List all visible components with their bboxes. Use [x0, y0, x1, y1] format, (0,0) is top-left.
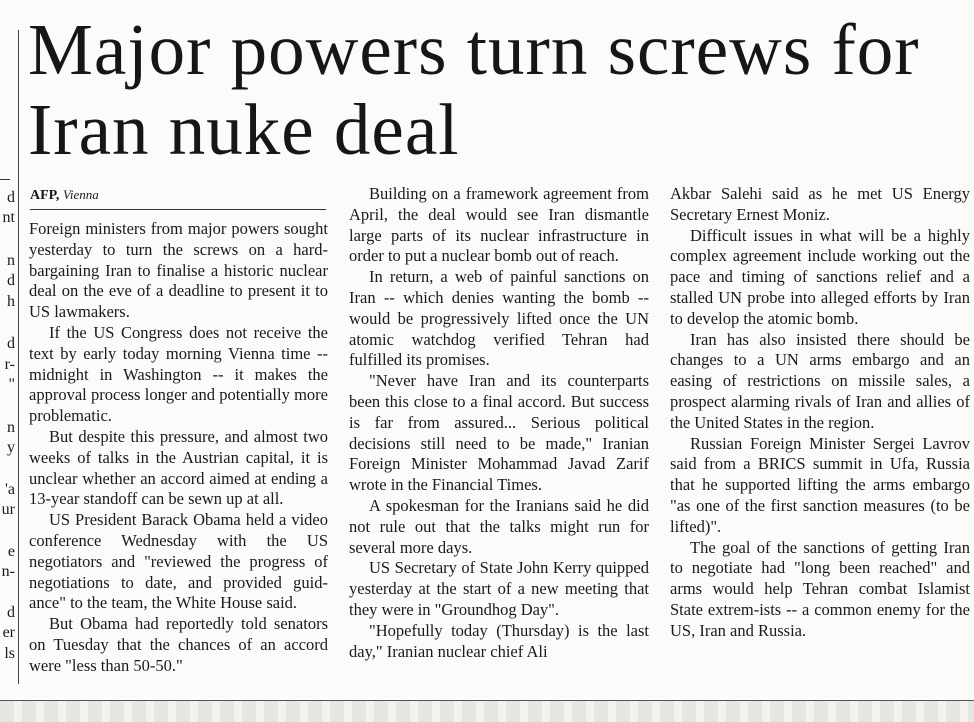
text-fragment: n	[7, 419, 15, 436]
headline: Major powers turn screws for Iran nuke deal	[28, 9, 920, 170]
article-column-3	[670, 184, 970, 642]
paragraph: Difficult issues in what will be a highly complex agreement include working out the pace and timing of sanctions relief and a stalled UN probe into alleged efforts by Iran to develop the atomic bomb.	[670, 225, 970, 328]
paragraph: US Secretary of State John Kerry quipped yesterday at the start of a new meeting that they were in "Groundhog Day".	[349, 558, 649, 619]
paragraph: Russian Foreign Minister Sergei Lavrov said from a BRICS summit in Ufa, Russia that he supported lifting the arms embargo "as one of the first sanction measures (to be lifted)".	[670, 433, 970, 536]
text-fragment: d	[7, 189, 15, 206]
byline-agency: AFP,	[30, 188, 60, 203]
paragraph: Akbar Salehi said as he met US Energy Secretary Ernest Moniz.	[670, 184, 970, 224]
text-fragment: ur	[1, 501, 15, 518]
text-fragment: r-	[4, 356, 15, 373]
paragraph: Building on a framework agreement from April, the deal would see Iran dismantle large parts of its nuclear infrastructure in order to put a nuclear bomb out of reach.	[349, 184, 649, 266]
text-fragment: nt	[2, 209, 15, 226]
paragraph: A spokesman for the Iranians said he did not rule out that the talks might run for several more days.	[349, 495, 649, 557]
paragraph: "Hopefully today (Thursday) is the last day," Iranian nuclear chief Ali	[349, 620, 649, 661]
paragraph: But Obama had reportedly told senators on Tuesday that the chances of an accord were "less than 50-50."	[29, 614, 328, 675]
text-fragment: n-	[1, 563, 15, 580]
page-bottom-edge	[0, 701, 974, 722]
previous-article-fragment	[0, 0, 17, 684]
text-fragment: 'a	[5, 481, 15, 498]
text-fragment: d	[7, 604, 15, 621]
byline	[30, 185, 326, 210]
text-fragment: ls	[4, 645, 15, 662]
paragraph: But despite this pressure, and almost two weeks of talks in the Austrian capital, it is unclear whether an accord aimed at ending a 13-year standoff can be sewn up at all.	[29, 426, 328, 509]
divider	[0, 179, 10, 180]
text-fragment: e	[7, 543, 15, 560]
paragraph: Foreign ministers from major powers sought yesterday to turn the screws on a hard-bargaining Iran to finalise a historic nuclear deal on the eve of a deadline to present it to US lawmakers.	[29, 219, 328, 322]
article-column-2	[349, 184, 649, 662]
text-fragment: y	[7, 439, 15, 456]
paragraph: Iran has also insisted there should be changes to a UN arms embargo and an easing of restrictions on missile sales, a prospect alarming rivals of Iran and allies of the United States in the region.	[670, 329, 970, 432]
text-fragment: "	[8, 376, 15, 393]
paragraph: The goal of the sanctions of getting Iran to negotiate had "long been reached" and arms would help Tehran combat Islamist State extrem-ists -- a common enemy for the US, Iran and Russia.	[670, 537, 970, 640]
article-column-1	[29, 219, 328, 677]
text-fragment: d	[7, 272, 15, 289]
text-fragment: h	[7, 293, 15, 310]
column-divider	[18, 30, 19, 684]
text-fragment: d	[7, 335, 15, 352]
paragraph: "Never have Iran and its counterparts been this close to a final accord. But success is far from assured... Serious political decisions still need to be made," Iranian Foreign Minister Mohammad Javad Zarif wrote in the Financial Times.	[349, 371, 649, 495]
paragraph: If the US Congress does not receive the text by early today morning Vienna time -- midnight in Washington -- it makes the approval process longer and potentially more problematic.	[29, 322, 328, 426]
paragraph: US President Barack Obama held a video conference Wednesday with the US negotiators and "reviewed the progress of negotiations to date, and provided guid-ance" to the team, the White House said.	[29, 510, 328, 613]
byline-place: Vienna	[62, 187, 99, 202]
text-fragment: er	[2, 624, 15, 641]
paragraph: In return, a web of painful sanctions on Iran -- which denies wanting the bomb -- would be progressively lifted once the UN atomic watchdog verified Tehran had fulfilled its promises.	[349, 267, 649, 370]
text-fragment: n	[7, 252, 15, 269]
